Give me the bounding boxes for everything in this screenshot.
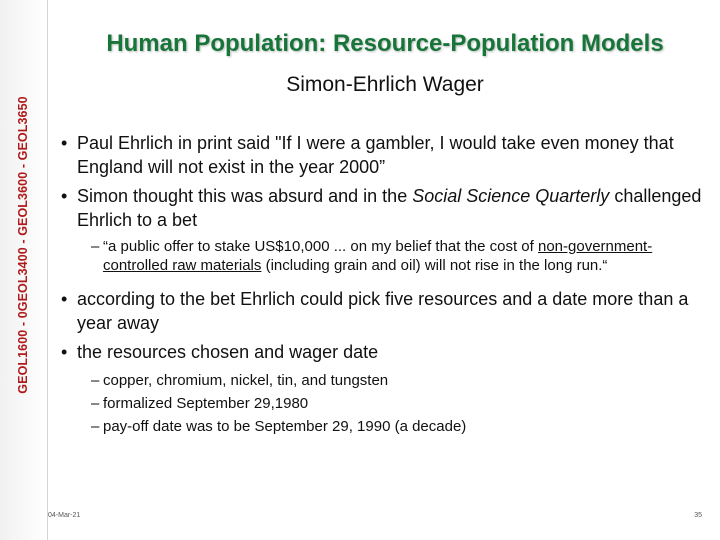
slide-title: Human Population: Resource-Population Models [106, 30, 664, 57]
dash-icon: – [91, 418, 100, 435]
sub-bullet-payoff-date [91, 415, 702, 438]
sub-bullet-public-offer [91, 237, 702, 275]
bullet-dot-icon: • [61, 342, 68, 362]
journal-name: Social Science Quarterly [412, 186, 610, 206]
slide-content [54, 131, 702, 438]
underlined-phrase: non-government-controlled raw materials [103, 238, 653, 274]
sub-bullet-formalized-date [91, 392, 702, 415]
footer-date: 04-Mar-21 [48, 512, 81, 519]
bullet-text-suffix: challenged Ehrlich to a bet [77, 186, 702, 230]
sub-bullet-text: copper, chromium, nickel, tin, and tungsten [103, 372, 389, 389]
slide-subtitle: Simon-Ehrlich Wager [286, 73, 484, 96]
bullet-simon-challenge [54, 184, 702, 232]
course-codes: GEOL1600 - 0GEOL3400 - GEOL3600 - GEOL3650 [16, 96, 30, 394]
sub-bullet-metals [91, 369, 702, 392]
sub-bullet-text-prefix: “a public offer to stake US$10,000 ... on my belief that the cost of [103, 238, 538, 255]
page-number: 35 [694, 512, 702, 519]
bullet-resources-chosen [54, 340, 702, 364]
sub-bullet-text-suffix: (including grain and oil) will not rise in the long run.“ [261, 257, 608, 274]
bullet-ehrlich-quote [54, 131, 702, 179]
sub-bullet-text: formalized September 29,1980 [103, 395, 309, 412]
bullet-bet-terms [54, 287, 702, 335]
sub-bullet-text: pay-off date was to be September 29, 1990 (a decade) [103, 418, 467, 435]
sidebar [0, 0, 48, 540]
bullet-text: the resources chosen and wager date [77, 342, 379, 362]
bullet-text-prefix: Simon thought this was absurd and in the [77, 186, 413, 206]
sub-bullet-group-offer [54, 237, 702, 275]
dash-icon: – [91, 372, 100, 389]
dash-icon: – [91, 395, 100, 412]
bullet-text: according to the bet Ehrlich could pick five resources and a date more than a year away [77, 289, 689, 333]
bullet-text: Paul Ehrlich in print said "If I were a gambler, I would take even money that England will not exist in the year 2000” [77, 133, 674, 177]
bullet-dot-icon: • [61, 186, 68, 206]
sub-bullet-group-resources [54, 369, 702, 438]
dash-icon: – [91, 238, 100, 255]
bullet-dot-icon: • [61, 133, 68, 153]
bullet-dot-icon: • [61, 289, 68, 309]
